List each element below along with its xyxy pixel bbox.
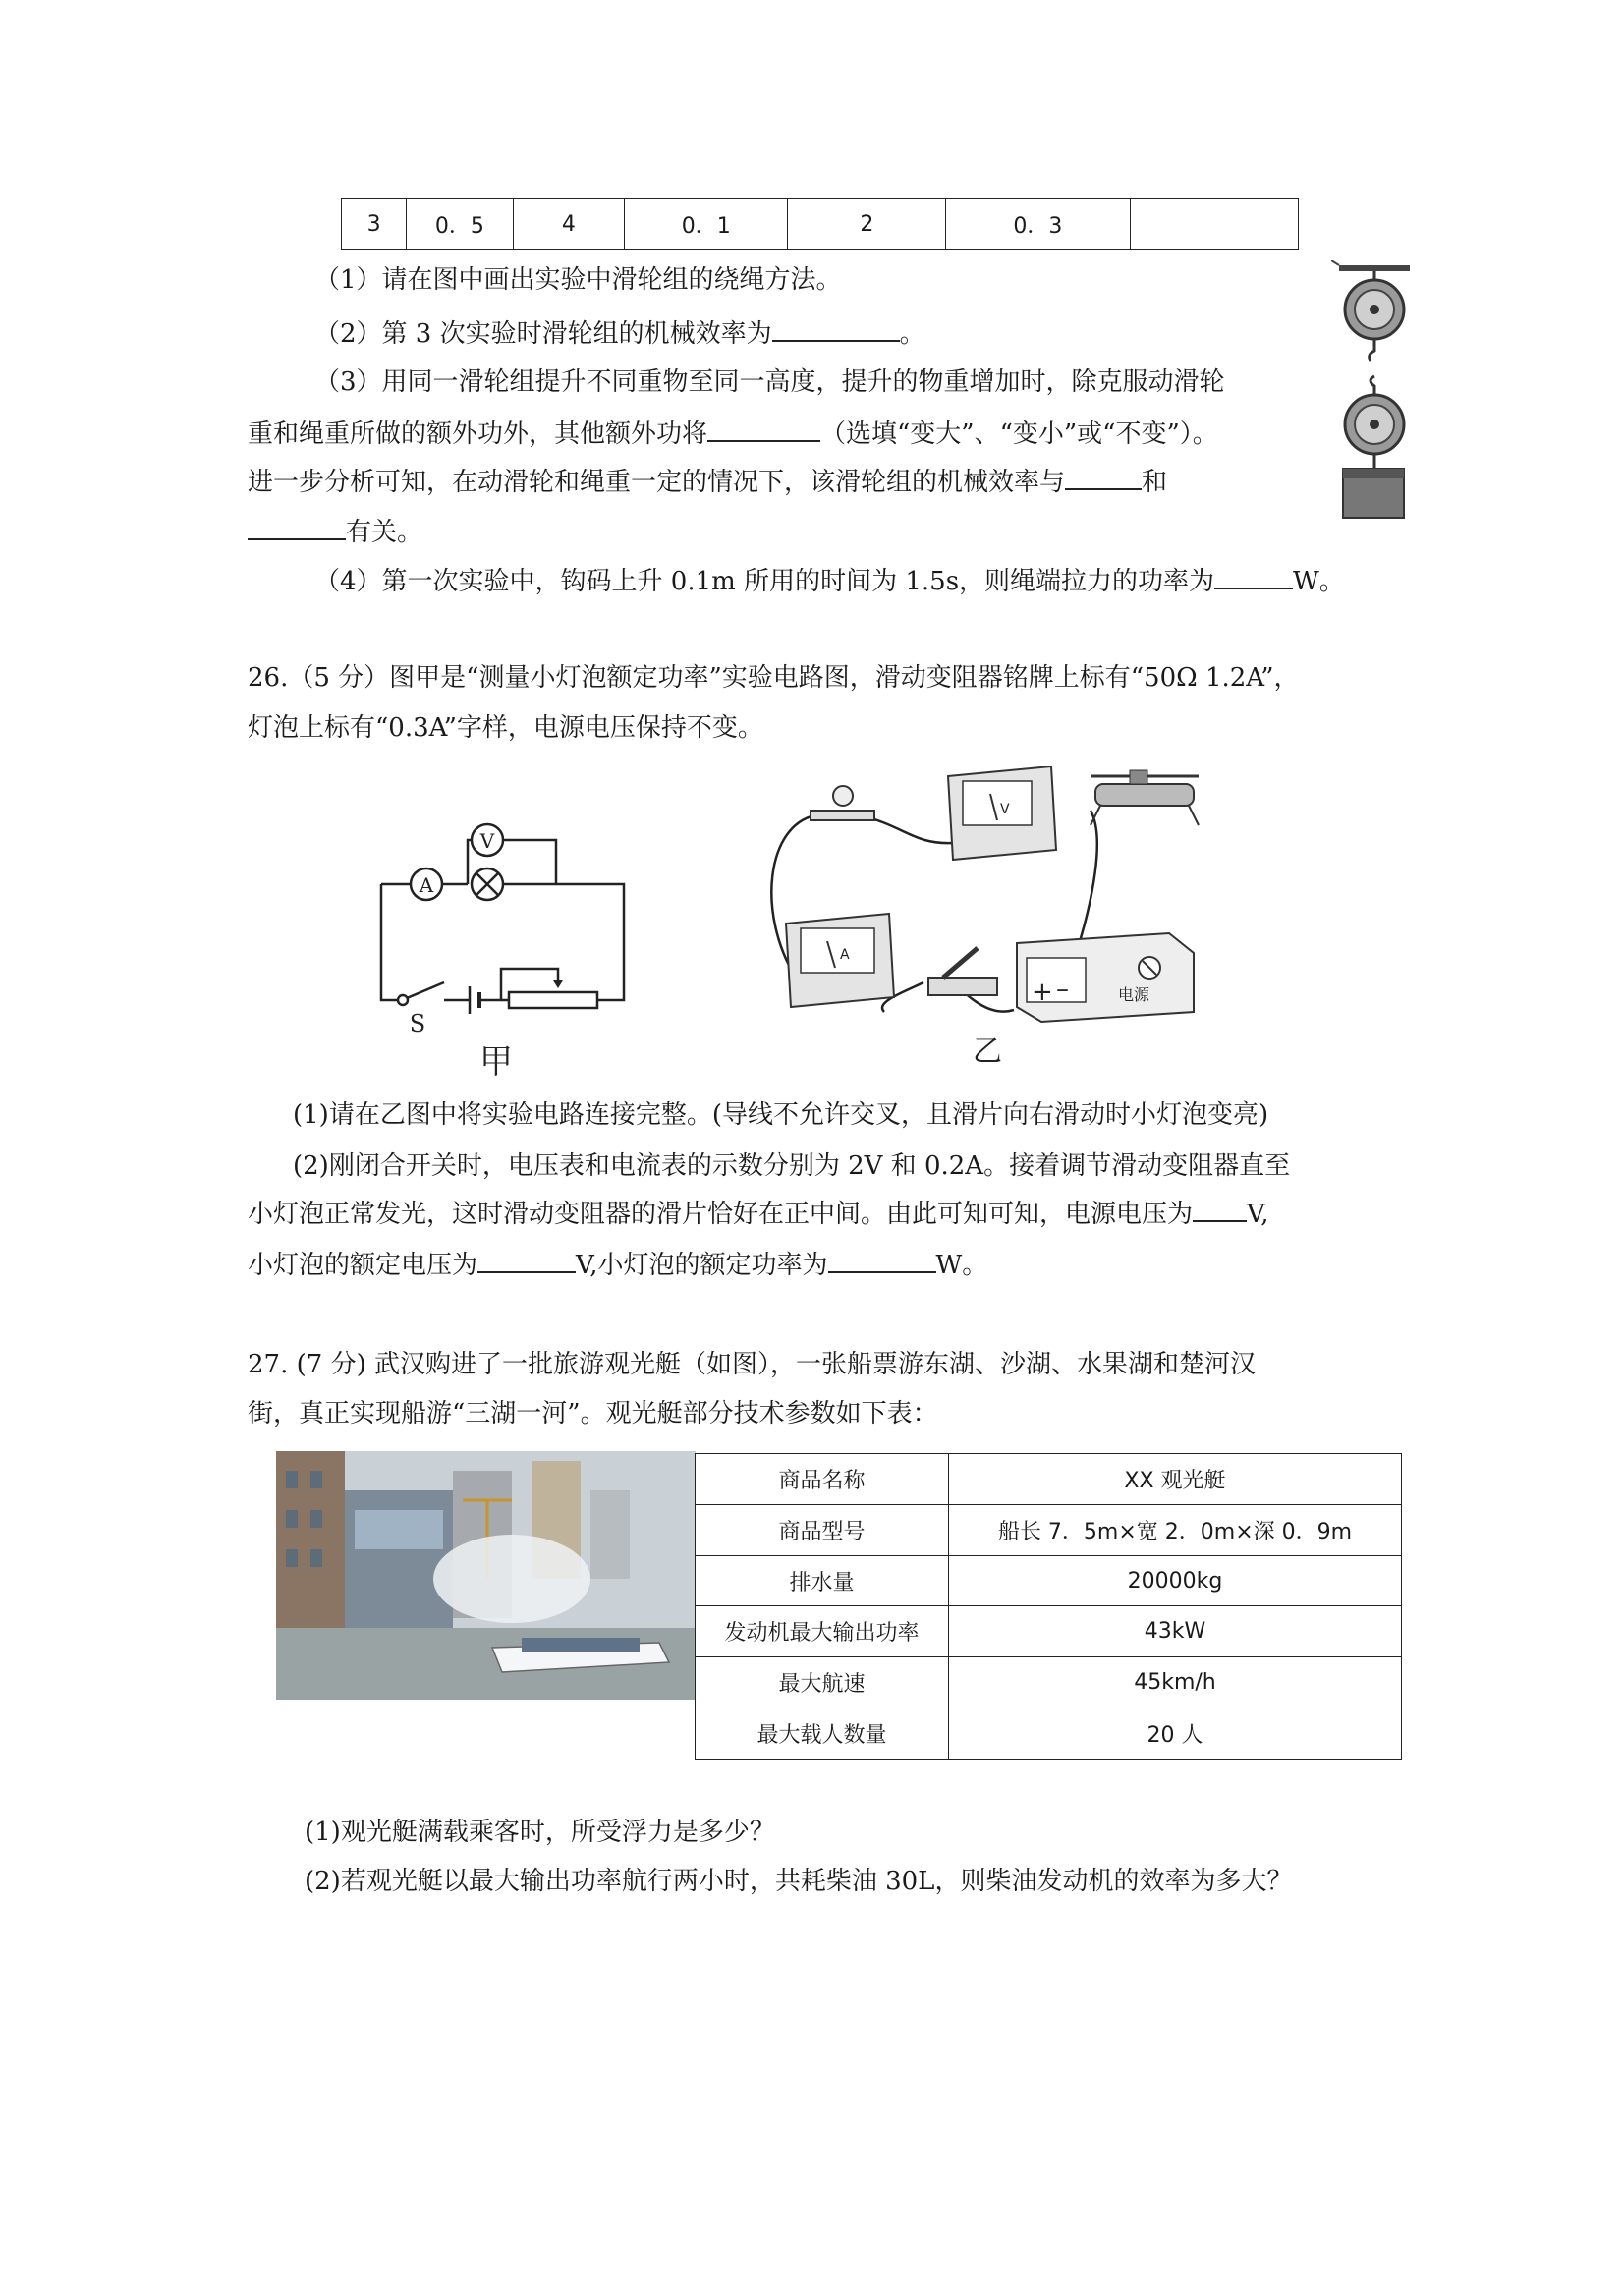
param-value: 43kW (949, 1606, 1402, 1657)
figure-label-yi: 乙 (973, 1035, 1002, 1069)
table-row (696, 1555, 1402, 1606)
answer-blank[interactable] (772, 316, 900, 342)
q25-part3-line2: 重和绳重所做的额外功外，其他额外功将 （选填“变大”、“变小”或“不变”）。 (248, 417, 1218, 451)
param-key: 排水量 (696, 1555, 949, 1606)
pulley-figure (1331, 260, 1420, 535)
q26-part2-line3: 小灯泡的额定电压为 V,小灯泡的额定功率为 W。 (248, 1248, 987, 1282)
table-row (696, 1657, 1402, 1708)
switch-icon (928, 948, 997, 995)
param-key: 商品型号 (696, 1504, 949, 1555)
data-table-top (341, 198, 1299, 250)
param-key: 最大航速 (696, 1657, 949, 1708)
table-cell: 0．5 (407, 199, 513, 250)
table-row (696, 1454, 1402, 1505)
bulb-icon (811, 786, 874, 820)
svg-text:+: + (1032, 978, 1053, 1007)
q26-stem-line2: 灯泡上标有“0.3A”字样，电源电压保持不变。 (248, 713, 763, 743)
table-cell: 0．3 (946, 199, 1130, 250)
q27-part2: (2)若观光艇以最大输出功率航行两小时，共耗柴油 30L，则柴油发动机的效率为多大？ (305, 1867, 1293, 1896)
svg-text:–: – (1056, 975, 1069, 1004)
table-row (696, 1606, 1402, 1657)
params-table (695, 1453, 1402, 1760)
table-row (696, 1504, 1402, 1555)
table-cell: 2 (788, 199, 946, 250)
table-cell: 3 (342, 199, 407, 250)
table-row (342, 199, 1299, 250)
svg-text:V: V (1000, 802, 1010, 817)
answer-blank[interactable] (828, 1248, 936, 1273)
voltmeter-icon (948, 766, 1056, 860)
param-key: 商品名称 (696, 1454, 949, 1505)
table-row (696, 1708, 1402, 1760)
ammeter-icon (786, 914, 894, 1007)
q26-part2-line2: 小灯泡正常发光，这时滑动变阻器的滑片恰好在正中间。由此可知可知，电源电压为 V, (248, 1197, 1269, 1231)
param-value: 20 人 (949, 1708, 1402, 1760)
q25-part1: （1）请在图中画出实验中滑轮组的绕绳方法。 (314, 265, 842, 295)
param-value: XX 观光艇 (949, 1454, 1402, 1505)
q27-stem-line2: 街，真正实现船游“三湖一河”。观光艇部分技术参数如下表： (248, 1399, 938, 1428)
q25-part3-line1: （3）用同一滑轮组提升不同重物至同一高度，提升的物重增加时，除克服动滑轮 (314, 367, 1225, 397)
q25-part2: （2）第 3 次实验时滑轮组的机械效率为 。 (314, 316, 925, 351)
answer-blank[interactable] (1193, 1197, 1247, 1222)
ammeter-symbol: A (419, 873, 434, 897)
q25-part3-line3: 进一步分析可知，在动滑轮和绳重一定的情况下，该滑轮组的机械效率与 和 (248, 465, 1167, 499)
figure-label-jia: 甲 (479, 1042, 513, 1081)
boat-photo (276, 1451, 696, 1700)
q26-part1: (1)请在乙图中将实验电路连接完整。(导线不允许交叉，且滑片向右滑动时小灯泡变亮) (293, 1100, 1269, 1130)
power-supply-icon (1017, 933, 1194, 1022)
answer-blank[interactable] (1214, 564, 1293, 589)
voltmeter-symbol: V (479, 829, 495, 853)
answer-blank[interactable] (707, 417, 820, 442)
q26-stem-line1: 26.（5 分）图甲是“测量小灯泡额定功率”实验电路图，滑动变阻器铭牌上标有“50Ω 1.2A”， (248, 663, 1300, 693)
circuit-physical-yi (756, 766, 1248, 1071)
param-key: 最大载人数量 (696, 1708, 949, 1760)
answer-blank[interactable] (248, 515, 346, 540)
table-cell: 0．1 (625, 199, 788, 250)
svg-text:电源: 电源 (1118, 985, 1150, 1004)
table-cell (1130, 199, 1298, 250)
param-value: 20000kg (949, 1555, 1402, 1606)
switch-label: S (409, 1010, 426, 1037)
q25-part4: （4）第一次实验中，钩码上升 0.1m 所用的时间为 1.5s，则绳端拉力的功率为 W。 (314, 564, 1345, 598)
answer-blank[interactable] (477, 1248, 576, 1273)
svg-text:A: A (840, 947, 850, 963)
answer-blank[interactable] (1065, 465, 1142, 490)
table-cell: 4 (513, 199, 625, 250)
q27-part1: (1)观光艇满载乘客时，所受浮力是多少？ (305, 1818, 775, 1847)
param-key: 发动机最大输出功率 (696, 1606, 949, 1657)
q27-stem-line1: 27. (7 分) 武汉购进了一批旅游观光艇（如图），一张船票游东湖、沙湖、水果湖和楚河汉 (248, 1350, 1256, 1379)
circuit-diagram-jia (364, 786, 648, 1081)
q26-part2-line1: (2)刚闭合开关时，电压表和电流表的示数分别为 2V 和 0.2A。接着调节滑动变阻器直至 (293, 1151, 1291, 1181)
rheostat-icon (1091, 770, 1199, 825)
param-value: 45km/h (949, 1657, 1402, 1708)
param-value: 船长 7．5m×宽 2．0m×深 0．9m (949, 1504, 1402, 1555)
q25-part3-line4: 有关。 (248, 515, 422, 549)
